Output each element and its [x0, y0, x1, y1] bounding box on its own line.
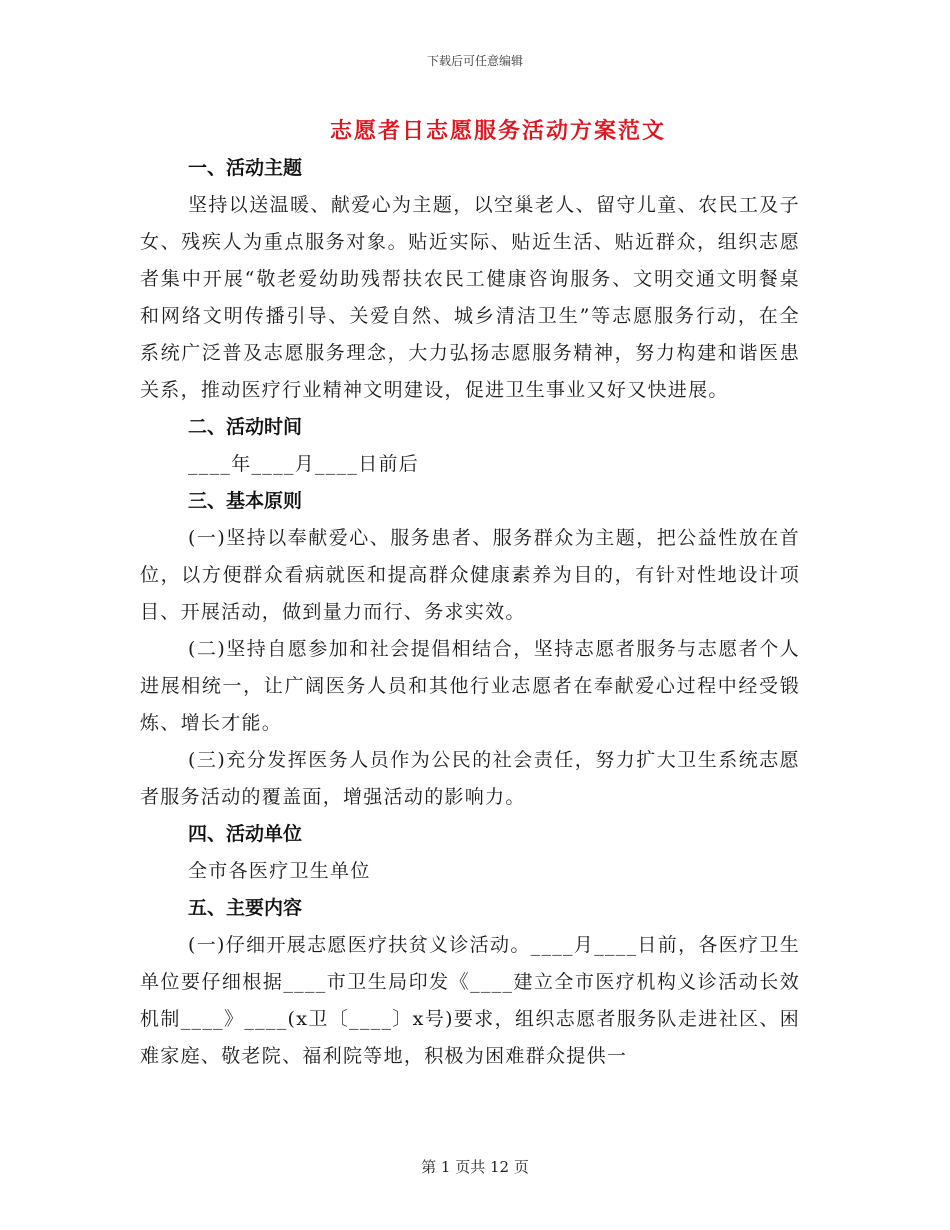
section-paragraph: (一)仔细开展志愿医疗扶贫义诊活动。____月____日前，各医疗卫生单位要仔细根据____市卫生局印发《____建立全市医疗机构义诊活动长效机制____》____(x卫〔____〕x号)要求，组织志愿者服务队走进社区、困难家庭、敬老院、福利院等地，积极为困难群众提供一 — [140, 934, 800, 1067]
page-footer: 第 1 页共 12 页 — [421, 1158, 529, 1176]
section-heading-theme: 一、活动主题 — [188, 157, 303, 179]
section-heading-principles: 三、基本原则 — [188, 490, 303, 512]
section-paragraph: ____年____月____日前后 — [188, 453, 420, 475]
section-paragraph: (三)充分发挥医务人员作为公民的社会责任，努力扩大卫生系统志愿者服务活动的覆盖面，增强活动的影响力。 — [140, 749, 800, 808]
section-paragraph: 坚持以送温暖、献爱心为主题，以空巢老人、留守儿童、农民工及子女、残疾人为重点服务对象。贴近实际、贴近生活、贴近群众，组织志愿者集中开展“敬老爱幼助残帮扶农民工健康咨询服务、文明交通文明餐桌和网络文明传播引导、关爱自然、城乡清洁卫生”等志愿服务行动，在全系统广泛普及志愿服务理念，大力弘扬志愿服务精神，努力构建和谐医患关系，推动医疗行业精神文明建设，促进卫生事业又好又快进展。 — [140, 194, 800, 401]
section-paragraph: (二)坚持自愿参加和社会提倡相结合，坚持志愿者服务与志愿者个人进展相统一，让广阔医务人员和其他行业志愿者在奉献爱心过程中经受锻炼、增长才能。 — [140, 638, 800, 734]
document-title: 志愿者日志愿服务活动方案范文 — [329, 118, 666, 144]
section-heading-time: 二、活动时间 — [188, 416, 303, 438]
document-body — [140, 150, 800, 1075]
header-note: 下载后可任意编辑 — [426, 54, 523, 68]
section-paragraph: 全市各医疗卫生单位 — [188, 860, 371, 882]
section-heading-content: 五、主要内容 — [188, 897, 303, 919]
section-heading-units: 四、活动单位 — [188, 823, 303, 845]
section-paragraph: (一)坚持以奉献爱心、服务患者、服务群众为主题，把公益性放在首位，以方便群众看病就医和提高群众健康素养为目的，有针对性地设计项目、开展活动，做到量力而行、务求实效。 — [140, 527, 800, 623]
